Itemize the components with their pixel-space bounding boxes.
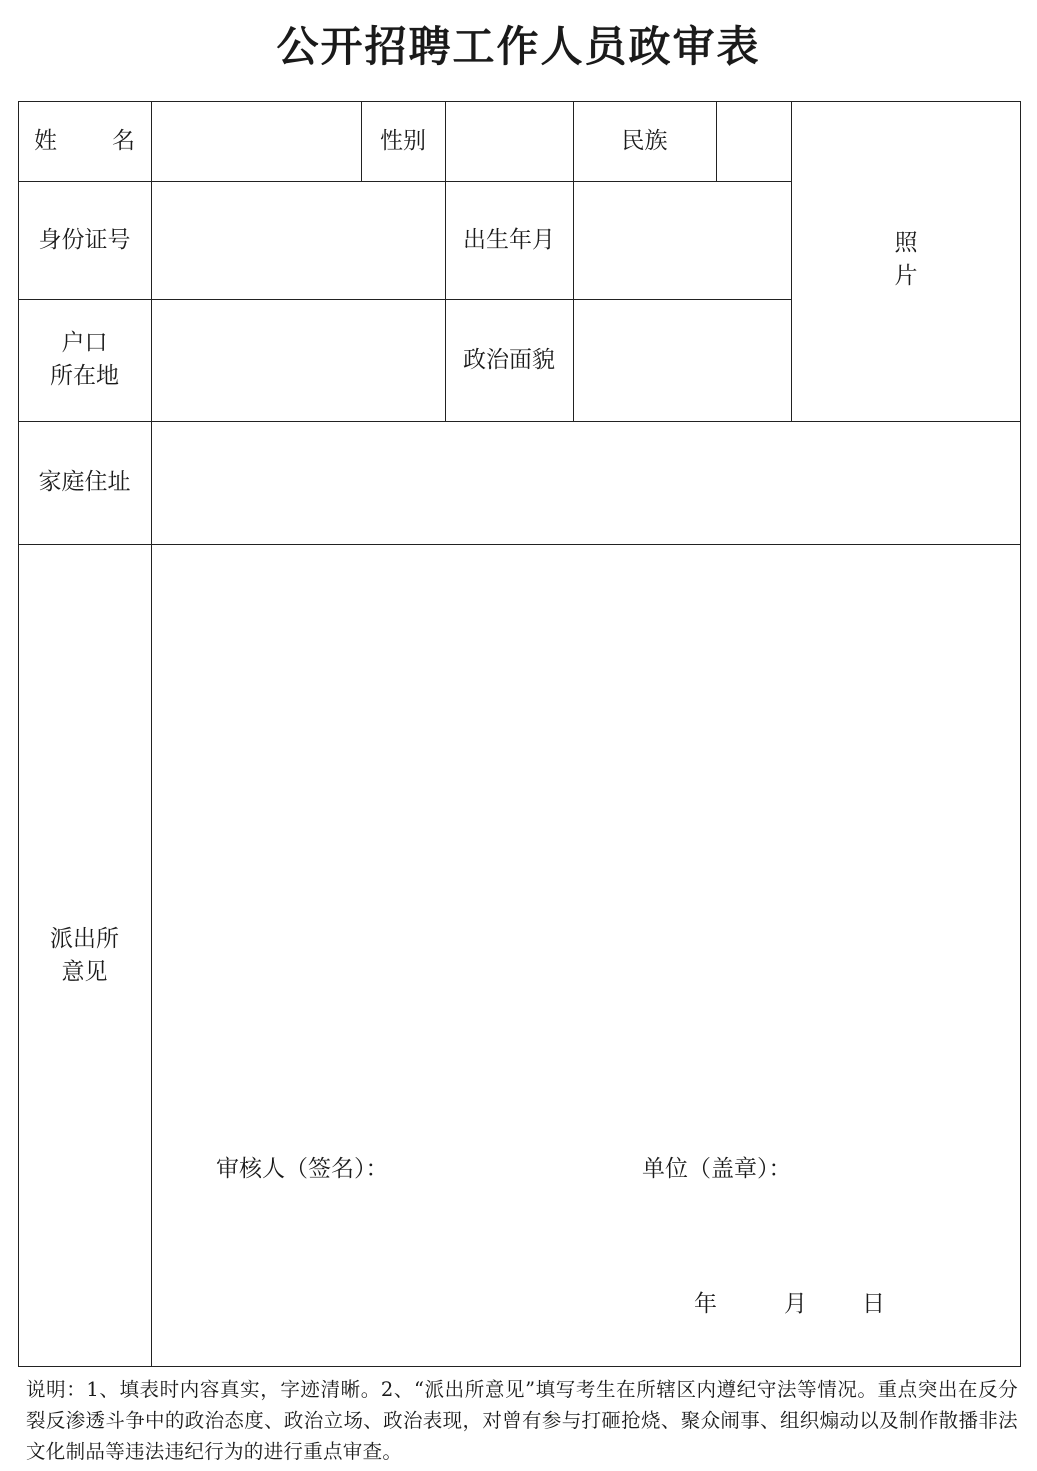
ethnicity-field[interactable] <box>717 102 791 181</box>
ethnicity-label: 民族 <box>621 127 668 154</box>
id-number-label: 身份证号 <box>38 226 131 253</box>
date-day-label: 日 <box>862 1291 885 1317</box>
police-opinion-label <box>18 544 151 1367</box>
name-label-part1: 姓 <box>34 127 57 154</box>
reviewer-signature-label: 审核人（签名）： <box>216 1156 389 1182</box>
hukou-field[interactable] <box>152 300 445 421</box>
political-status-field[interactable] <box>574 300 791 421</box>
police-opinion-label-line2: 意见 <box>61 958 108 985</box>
form-title: 公开招聘工作人员政审表 <box>276 22 761 71</box>
hukou-label-line1: 户口 <box>61 330 108 356</box>
form-note: 说明：1、填表时内容真实，字迹清晰。2、“派出所意见”填写考生在所辖区内遵纪守法等情况。重点突出在反分裂反渗透斗争中的政治态度、政治立场、政治表现，对曾有参与打砸抢烧、聚众闹事、组织煽动以及制作散播非法文化制品等违法违纪行为的进行重点审查。 <box>26 1378 1018 1463</box>
id-number-field[interactable] <box>152 182 445 299</box>
political-status-label: 政治面貌 <box>463 346 555 373</box>
home-address-label: 家庭住址 <box>38 469 131 495</box>
date-month-label: 月 <box>784 1291 807 1317</box>
police-opinion-field[interactable] <box>152 545 1020 1125</box>
photo-label-line2: 片 <box>894 263 918 289</box>
gender-field[interactable] <box>446 102 573 181</box>
photo-label-line1: 照 <box>894 230 918 256</box>
photo-area[interactable] <box>791 101 1021 421</box>
birth-date-label: 出生年月 <box>463 226 555 253</box>
hukou-label-line2: 所在地 <box>50 363 119 389</box>
name-label <box>18 101 151 181</box>
police-opinion-label-line1: 派出所 <box>50 925 119 952</box>
gender-label: 性别 <box>380 127 426 154</box>
home-address-field[interactable] <box>152 422 1020 544</box>
name-field[interactable] <box>152 102 361 181</box>
hukou-label <box>18 299 151 421</box>
date-year-label: 年 <box>694 1291 717 1317</box>
name-label-part2: 名 <box>112 127 135 154</box>
unit-seal-label: 单位（盖章）： <box>642 1156 792 1182</box>
birth-date-field[interactable] <box>574 182 791 299</box>
